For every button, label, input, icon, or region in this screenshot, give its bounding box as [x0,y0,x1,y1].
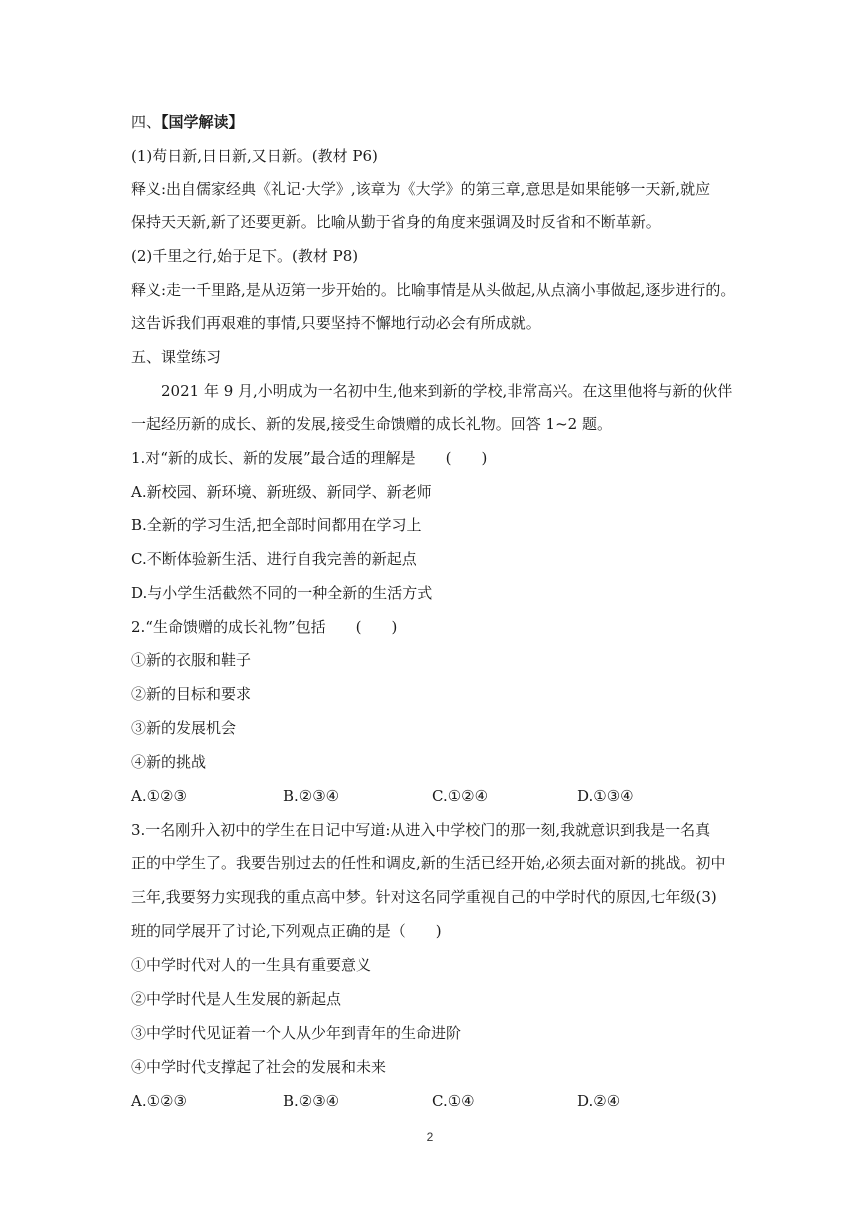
question-2-item-1: ①新的衣服和鞋子 [131,651,252,669]
question-2-item-3: ③新的发展机会 [131,719,237,737]
question-1-option-d: D.与小学生活截然不同的一种全新的生活方式 [131,584,433,602]
question-3-option-d: D.②④ [577,1092,621,1110]
section4-heading-title: 【国学解读】 [161,113,244,131]
guoxue-item-2: (2)千里之行,始于足下。(教材 P8) [131,247,359,265]
question-1-stem: 1.对“新的成长、新的发展”最合适的理解是 ( ) [131,449,488,467]
question-1-option-b: B.全新的学习生活,把全部时间都用在学习上 [131,516,422,534]
question-2-option-a: A.①②③ [131,787,187,805]
question-3-stem-line-2: 正的中学生了。我要告别过去的任性和调皮,新的生活已经开始,必须去面对新的挑战。初中 [131,854,726,872]
question-2-options [131,786,751,806]
guoxue-item-2-explanation-line-1: 释义:走一千里路,是从迈第一步开始的。比喻事情是从头做起,从点滴小事做起,逐步进行的。 [131,281,736,299]
question-3-item-2: ②中学时代是人生发展的新起点 [131,990,342,1008]
question-2-item-2: ②新的目标和要求 [131,685,252,703]
question-2-item-4: ④新的挑战 [131,753,207,771]
question-1-option-c: C.不断体验新生活、进行自我完善的新起点 [131,550,417,568]
question-3-stem-line-3: 三年,我要努力实现我的重点高中梦。针对这名同学重视自己的中学时代的原因,七年级(3) [131,888,717,906]
exercise-intro-line-2: 一起经历新的成长、新的发展,接受生命馈赠的成长礼物。回答 1~2 题。 [131,415,612,433]
guoxue-item-1-explanation-line-2: 保持天天新,新了还要更新。比喻从勤于省身的角度来强调及时反省和不断革新。 [131,213,661,231]
question-2-option-b: B.②③④ [283,787,340,805]
guoxue-item-1: (1)苟日新,日日新,又日新。(教材 P6) [131,147,378,165]
question-3-stem-line-1: 3.一名刚升入初中的学生在日记中写道:从进入中学校门的那一刻,我就意识到我是一名真 [131,821,711,839]
question-3-item-4: ④中学时代支撑起了社会的发展和未来 [131,1058,387,1076]
question-3-options [131,1091,751,1111]
question-3-item-3: ③中学时代见证着一个人从少年到青年的生命进阶 [131,1024,462,1042]
page-number: 2 [426,1130,434,1144]
question-2-option-d: D.①③④ [577,787,634,805]
question-3-option-b: B.②③④ [283,1092,340,1110]
question-3-item-1: ①中学时代对人的一生具有重要意义 [131,956,372,974]
question-2-option-c: C.①②④ [432,787,489,805]
section4-heading [131,112,751,132]
question-1-option-a: A.新校园、新环境、新班级、新同学、新老师 [131,483,432,501]
exercise-intro-line-1: 2021 年 9 月,小明成为一名初中生,他来到新的学校,非常高兴。在这里他将与新的伙伴 [161,382,733,400]
guoxue-item-2-explanation-line-2: 这告诉我们再艰难的事情,只要坚持不懈地行动必会有所成就。 [131,314,541,332]
question-3-option-c: C.①④ [432,1092,475,1110]
question-2-stem: 2.“生命馈赠的成长礼物”包括 ( ) [131,618,398,636]
question-3-stem-line-4: 班的同学展开了讨论,下列观点正确的是（ ) [131,922,442,940]
guoxue-item-1-explanation-line-1: 释义:出自儒家经典《礼记·大学》,该章为《大学》的第三章,意思是如果能够一天新,就应 [131,180,711,198]
question-3-option-a: A.①②③ [131,1092,187,1110]
section5-heading: 五、课堂练习 [131,348,222,366]
section4-heading-prefix: 四、 [131,113,162,131]
